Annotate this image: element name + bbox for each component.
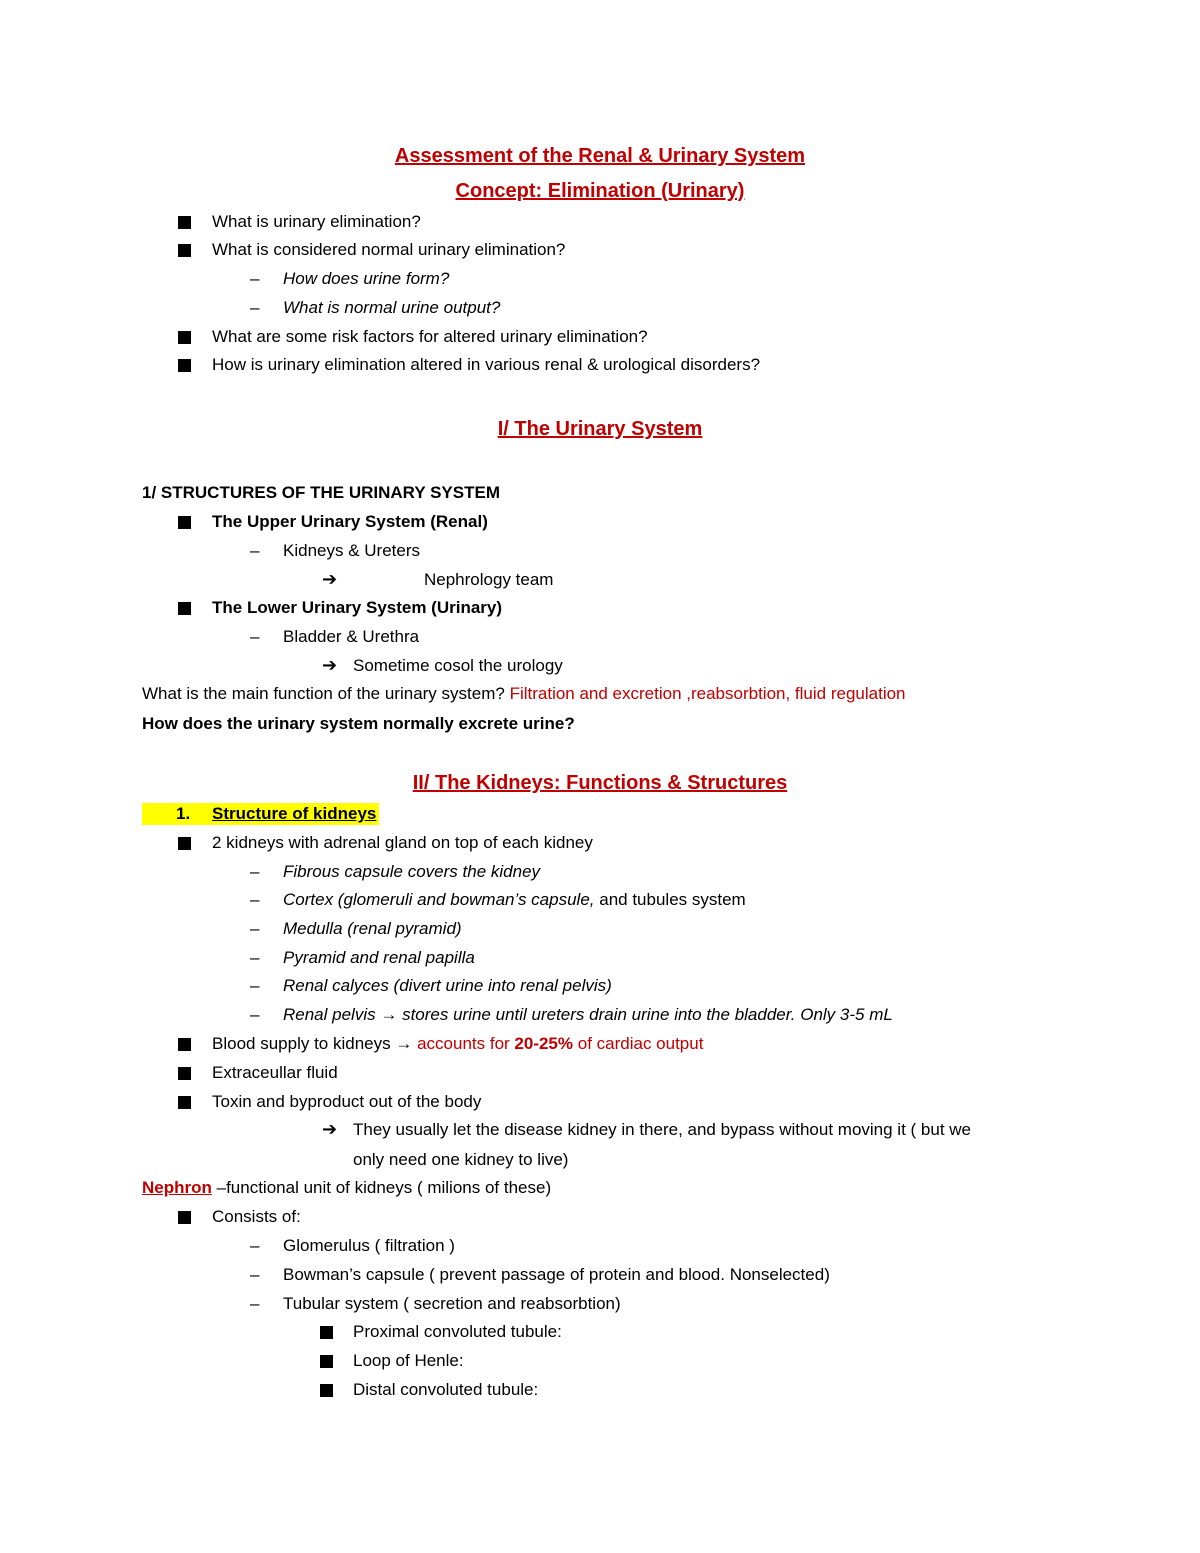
dash-bullet: – — [250, 298, 260, 317]
dash-bullet: – — [250, 269, 260, 288]
square-bullet-icon — [178, 216, 191, 229]
dash-bullet: – — [250, 948, 260, 967]
square-bullet-icon — [178, 331, 191, 344]
subsection-heading: 1/ STRUCTURES OF THE URINARY SYSTEM — [142, 483, 500, 502]
square-bullet-icon — [178, 1211, 191, 1224]
function-line: What is the main function of the urinary system? Filtration and excretion ,reabsorbtion, fluid regulation — [142, 684, 906, 703]
square-bullet-icon — [178, 837, 191, 850]
arrow-bullet-icon: ➔ — [322, 655, 338, 675]
list-item-continuation: only need one kidney to live) — [353, 1150, 569, 1169]
numbered-heading: 1. Structure of kidneys — [142, 803, 379, 827]
square-bullet-icon — [178, 1067, 191, 1080]
dash-bullet: – — [250, 976, 260, 995]
square-bullet-icon — [320, 1326, 333, 1339]
square-bullet-icon — [178, 244, 191, 257]
dash-bullet: – — [250, 1236, 260, 1255]
square-bullet-icon — [178, 516, 191, 529]
concept-heading: Concept: Elimination (Urinary) — [455, 180, 745, 202]
arrow-bullet-icon: ➔ — [322, 1119, 338, 1139]
arrow-bullet-icon: ➔ — [322, 569, 338, 589]
arrow-icon: → — [380, 1005, 398, 1024]
square-bullet-icon — [178, 1096, 191, 1109]
excretion-question: How does the urinary system normally excrete urine? — [142, 714, 575, 733]
square-bullet-icon — [178, 1038, 191, 1051]
dash-bullet: – — [250, 627, 260, 646]
dash-bullet: – — [250, 1294, 260, 1313]
dash-bullet: – — [250, 919, 260, 938]
dash-bullet: – — [250, 1265, 260, 1284]
dash-bullet: – — [250, 890, 260, 909]
square-bullet-icon — [178, 602, 191, 615]
section-heading: II/ The Kidneys: Functions & Structures — [412, 772, 788, 794]
square-bullet-icon — [320, 1355, 333, 1368]
dash-bullet: – — [250, 541, 260, 560]
document-title: Assessment of the Renal & Urinary System — [394, 145, 806, 167]
section-heading: I/ The Urinary System — [497, 418, 703, 440]
square-bullet-icon — [320, 1384, 333, 1397]
arrow-icon: → — [395, 1034, 413, 1053]
nephron-line: Nephron –functional unit of kidneys ( milions of these) — [142, 1178, 552, 1197]
dash-bullet: – — [250, 1005, 260, 1024]
square-bullet-icon — [178, 359, 191, 372]
dash-bullet: – — [250, 862, 260, 881]
